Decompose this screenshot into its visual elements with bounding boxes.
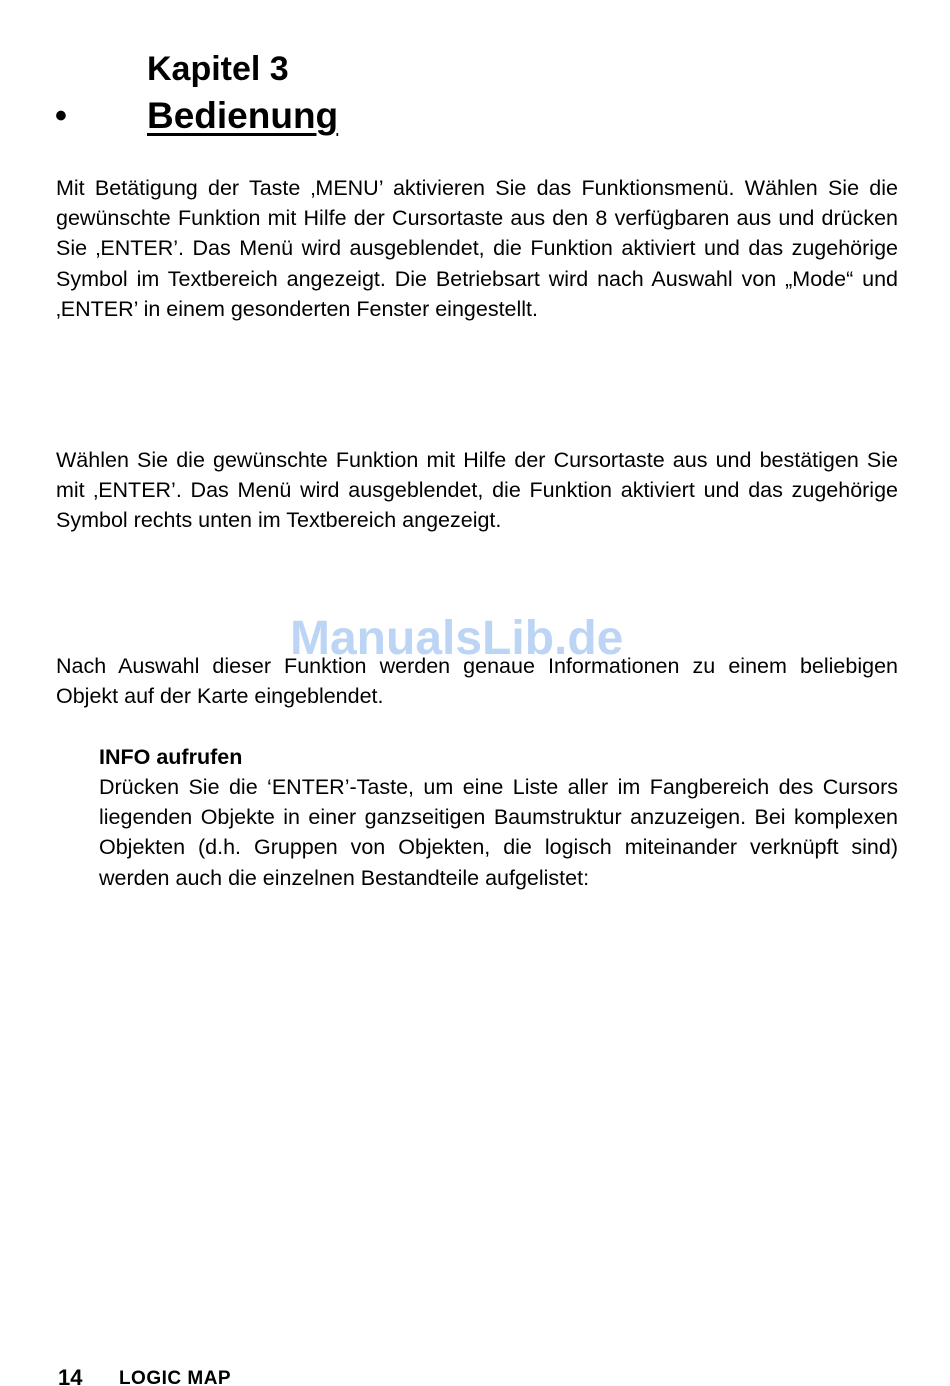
chapter-label: Kapitel 3: [147, 50, 289, 88]
page-number: 14: [58, 1366, 83, 1386]
footer-product-name: LOGIC MAP: [118, 1368, 232, 1386]
intro-paragraph: Mit Betätigung der Taste ‚MENU’ aktivieren Sie das Funktionsmenü. Wählen Sie die gewünschte Funktion mit Hilfe der Cursortaste aus den 8 verfügbaren aus und drücken Sie ‚ENTER’. Das Menü wird ausgeblendet, die Funktion aktiviert und das zugehörige Symbol im Textbereich angezeigt. Die Betriebsart wird nach Auswahl von „Mode“ und ‚ENTER’ in einem gesonderten Fenster eingestellt.: [56, 176, 898, 321]
info-intro-paragraph: Nach Auswahl dieser Funktion werden genaue Informationen zu einem beliebigen Objekt auf der Karte eingeblendet.: [56, 654, 898, 709]
watermark: ManualsLib.de: [290, 612, 624, 665]
page-footer: [58, 1366, 231, 1386]
bullet-point: •: [55, 97, 67, 135]
select-paragraph: Wählen Sie die gewünschte Funktion mit Hilfe der Cursortaste aus und bestätigen Sie mit ‚ENTER’. Das Menü wird ausgeblendet, die Funktion aktiviert und das zugehörige Symbol rechts unten im Textbereich angezeigt.: [56, 448, 898, 533]
chapter-title: Bedienung: [147, 95, 339, 136]
info-heading: INFO aufrufen: [99, 745, 243, 769]
info-body-paragraph: Drücken Sie die ‘ENTER’-Taste, um eine Liste aller im Fangbereich des Cursors liegenden Objekte in einer ganzseitigen Baumstruktur anzuzeigen. Bei komplexen Objekten (d.h. Gruppen von Objekten, die logisch miteinander verknüpft sind) werden auch die einzelnen Bestandteile aufgelistet:: [99, 775, 898, 890]
